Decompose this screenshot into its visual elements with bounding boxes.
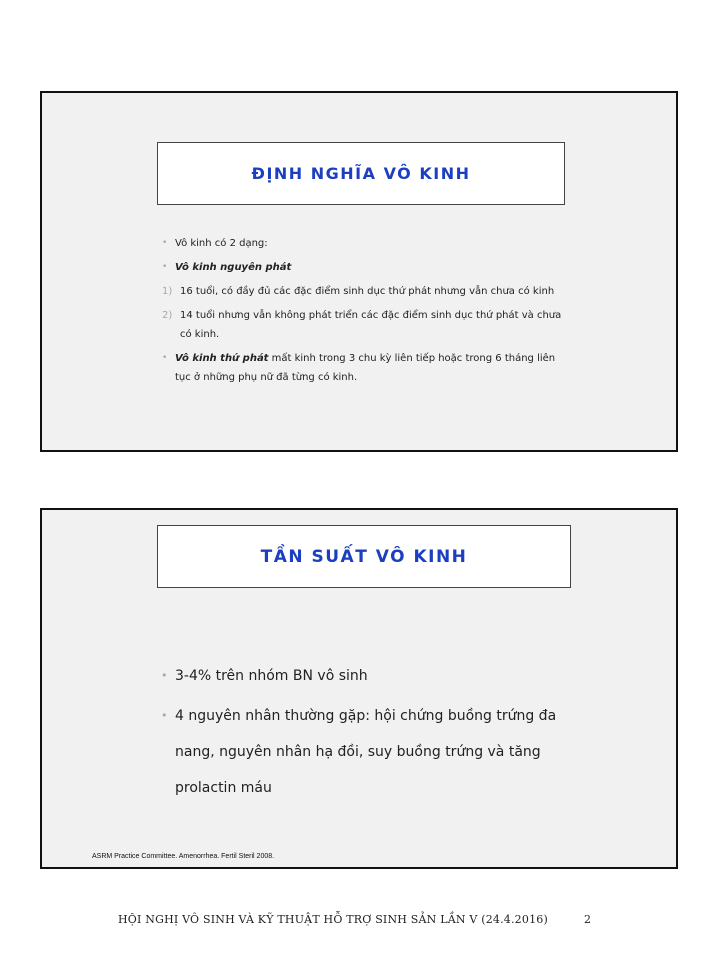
list-item bbox=[162, 349, 572, 387]
slide-title: TẦN SUẤT VÔ KINH bbox=[260, 546, 468, 567]
list-item bbox=[162, 234, 572, 253]
bullet-text-secondary: Vô kinh thứ phát bbox=[175, 353, 269, 364]
list-item bbox=[161, 658, 561, 694]
list-item bbox=[162, 282, 572, 301]
page-number: 2 bbox=[584, 913, 591, 926]
footer-text: HỘI NGHỊ VÔ SINH VÀ KỸ THUẬT HỖ TRỢ SINH SẢN LẦN V (24.4.2016) bbox=[118, 913, 548, 926]
bullet-icon: • bbox=[161, 669, 168, 682]
numbered-text: 16 tuổi, có đầy đủ các đặc điểm sinh dục thứ phát nhưng vẫn chưa có kinh bbox=[180, 286, 555, 297]
slide-title-box bbox=[157, 142, 565, 205]
number-marker: 1) bbox=[162, 286, 173, 297]
bullet-icon: • bbox=[161, 709, 168, 722]
frequency-list bbox=[161, 658, 561, 810]
bullet-text: mất kinh trong 3 chu kỳ liên tiếp hoặc trong 6 tháng liên tục ở những phụ nữ đã từng có kinh. bbox=[175, 353, 556, 383]
definition-list bbox=[162, 234, 572, 392]
slide-title: ĐỊNH NGHĨA VÔ KINH bbox=[251, 164, 471, 183]
number-marker: 2) bbox=[162, 310, 173, 321]
bullet-icon: • bbox=[162, 262, 168, 272]
slide-title-box bbox=[157, 525, 571, 588]
slide-frequency bbox=[40, 508, 678, 869]
bullet-text: 4 nguyên nhân thường gặp: hội chứng buồng trứng đa nang, nguyên nhân hạ đồi, suy buồng trứng và tăng prolactin máu bbox=[175, 708, 557, 796]
list-item bbox=[161, 698, 561, 806]
bullet-text: Vô kinh có 2 dạng: bbox=[175, 238, 268, 249]
bullet-text: 3-4% trên nhóm BN vô sinh bbox=[175, 668, 368, 684]
numbered-text: 14 tuổi nhưng vẫn không phát triển các đặc điểm sinh dục thứ phát và chưa có kinh. bbox=[180, 310, 562, 340]
slide-definition bbox=[40, 91, 678, 452]
citation: ASRM Practice Committee. Amenorrhea. Fertil Steril 2008. bbox=[92, 853, 275, 860]
list-item bbox=[162, 306, 572, 344]
list-item bbox=[162, 258, 572, 277]
bullet-icon: • bbox=[162, 238, 168, 248]
bullet-icon: • bbox=[162, 353, 168, 363]
bullet-text-primary: Vô kinh nguyên phát bbox=[175, 262, 292, 273]
